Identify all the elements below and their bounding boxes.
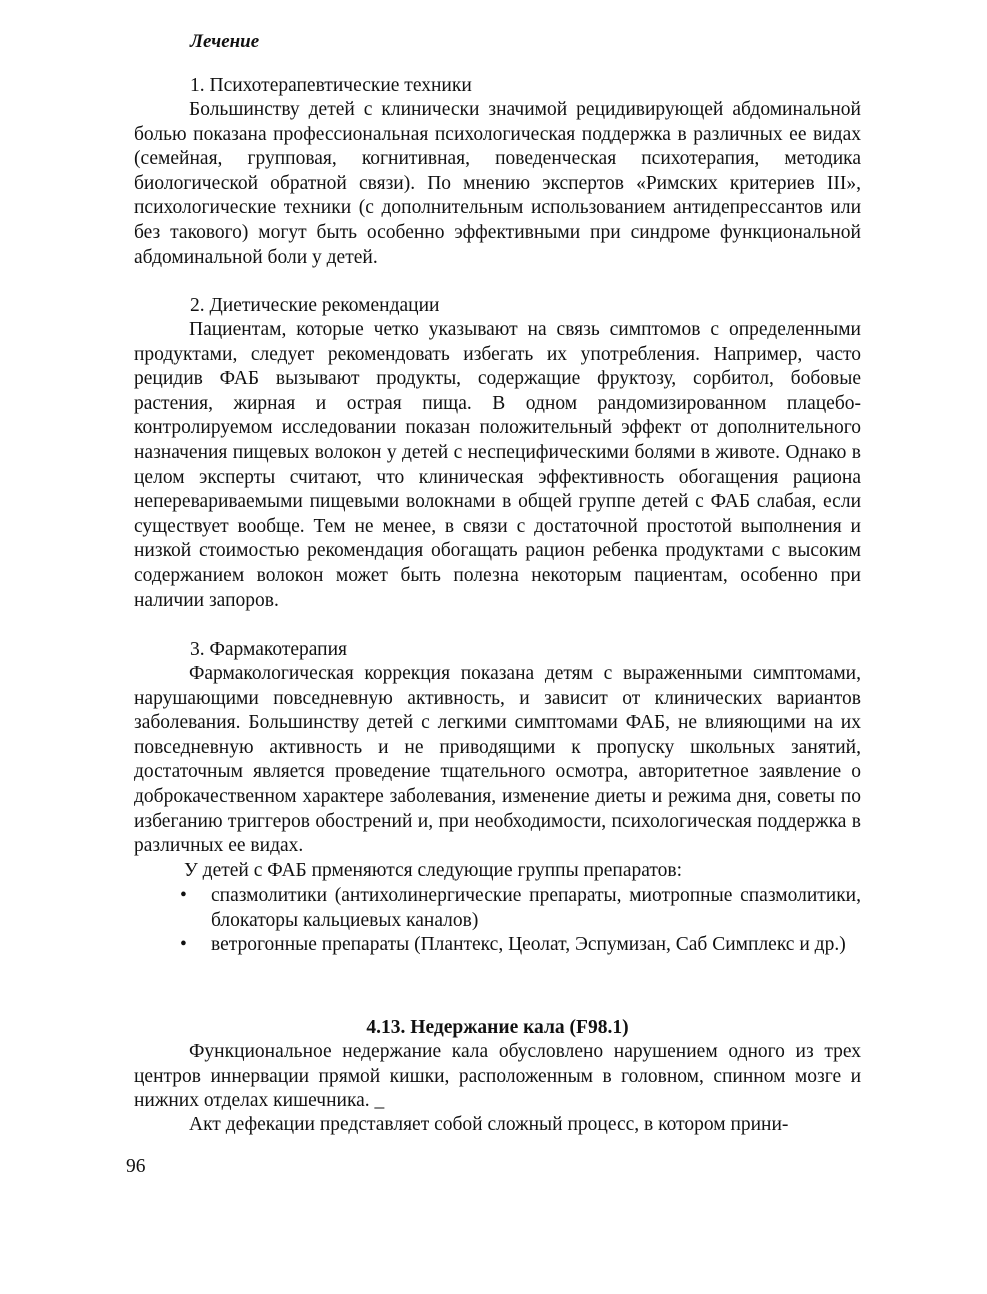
treatment-heading: Лечение [190, 31, 260, 52]
diet-paragraph: Пациентам, которые четко указывают на связь симптомов с определенными продуктами, следует рекомендовать избегать их употребления. Например, часто рецидив ФАБ вызывают продукты, содержащие фруктозу, сорбитол, бобовые растения, жирная и острая пища. В одном рандомизированном плацебо-контролируемом исследовании показан положительный эффект от дополнительного назначения пищевых волокон у детей с неспецифическими болями в животе. Однако в целом эксперты считают, что клиническая эффективность обогащения рациона неперевариваемыми пищевыми волокнами в общей группе детей с ФАБ слабая, если существует вообще. Тем не менее, в связи с достаточной простотой выполнения и низкой стоимостью рекомендация обогащать рацион ребенка продуктами с высоким содержанием волокон может быть полезна некоторым пациентам, особенно при наличии запоров. [134, 319, 861, 611]
diet-subheading: 2. Диетические рекомендации [190, 295, 440, 316]
page-number: 96 [126, 1156, 146, 1177]
section-title: 4.13. Недержание кала (F98.1) [366, 1017, 629, 1038]
psychotherapy-subheading: 1. Психотерапевтические техники [190, 75, 472, 96]
list-item [180, 933, 861, 958]
incontinence-paragraph: Функциональное недержание кала обусловлено нарушением одного из трех центров иннервации прямой кишки, расположенным в головном, спинном мозге и нижних отделах кишечника. _ [134, 1041, 861, 1112]
list-item-text: спазмолитики (антихолинергические препараты, миотропные спазмолитики, блокаторы кальциевых каналов) [211, 885, 861, 931]
defecation-paragraph: Акт дефекации представляет собой сложный процесс, в котором прини- [189, 1114, 789, 1135]
list-item-text: ветрогонные препараты (Плантекс, Цеолат, Эспумизан, Саб Симплекс и др.) [211, 934, 846, 956]
psychotherapy-paragraph: Большинству детей с клинически значимой рецидивирующей абдоминальной болью показана профессиональная психологическая поддержка в различных ее видах (семейная, групповая, когнитивная, поведенческая психотерапия, методика биологической обратной связи). По мнению экспертов «Римских критериев III», психологические техники (с дополнительным использованием антидепрессантов или без такового) могут быть особенно эффективными при синдроме функциональной абдоминальной боли у детей. [134, 99, 861, 268]
pharmacotherapy-subheading: 3. Фармакотерапия [190, 639, 348, 660]
drug-groups-intro: У детей с ФАБ прменяются следующие группы препаратов: [184, 860, 683, 881]
drug-groups-list [180, 884, 861, 958]
bullet-icon: • [180, 885, 187, 906]
pharmacotherapy-paragraph: Фармакологическая коррекция показана детям с выраженными симптомами, нарушающими повседневную активность, и зависит от клинических вариантов заболевания. Большинству детей с легкими симптомами ФАБ, не влияющими на их повседневную активность и не приводящими к пропуску школьных занятий, достаточным является проведение тщательного осмотра, авторитетное заявление о доброкачественном характере заболевания, изменение диеты и режима дня, советы по избеганию триггеров обострений и, при необходимости, психологическая поддержка в различных ее видах. [134, 663, 861, 857]
list-item [180, 884, 861, 933]
bullet-icon: • [180, 934, 187, 956]
